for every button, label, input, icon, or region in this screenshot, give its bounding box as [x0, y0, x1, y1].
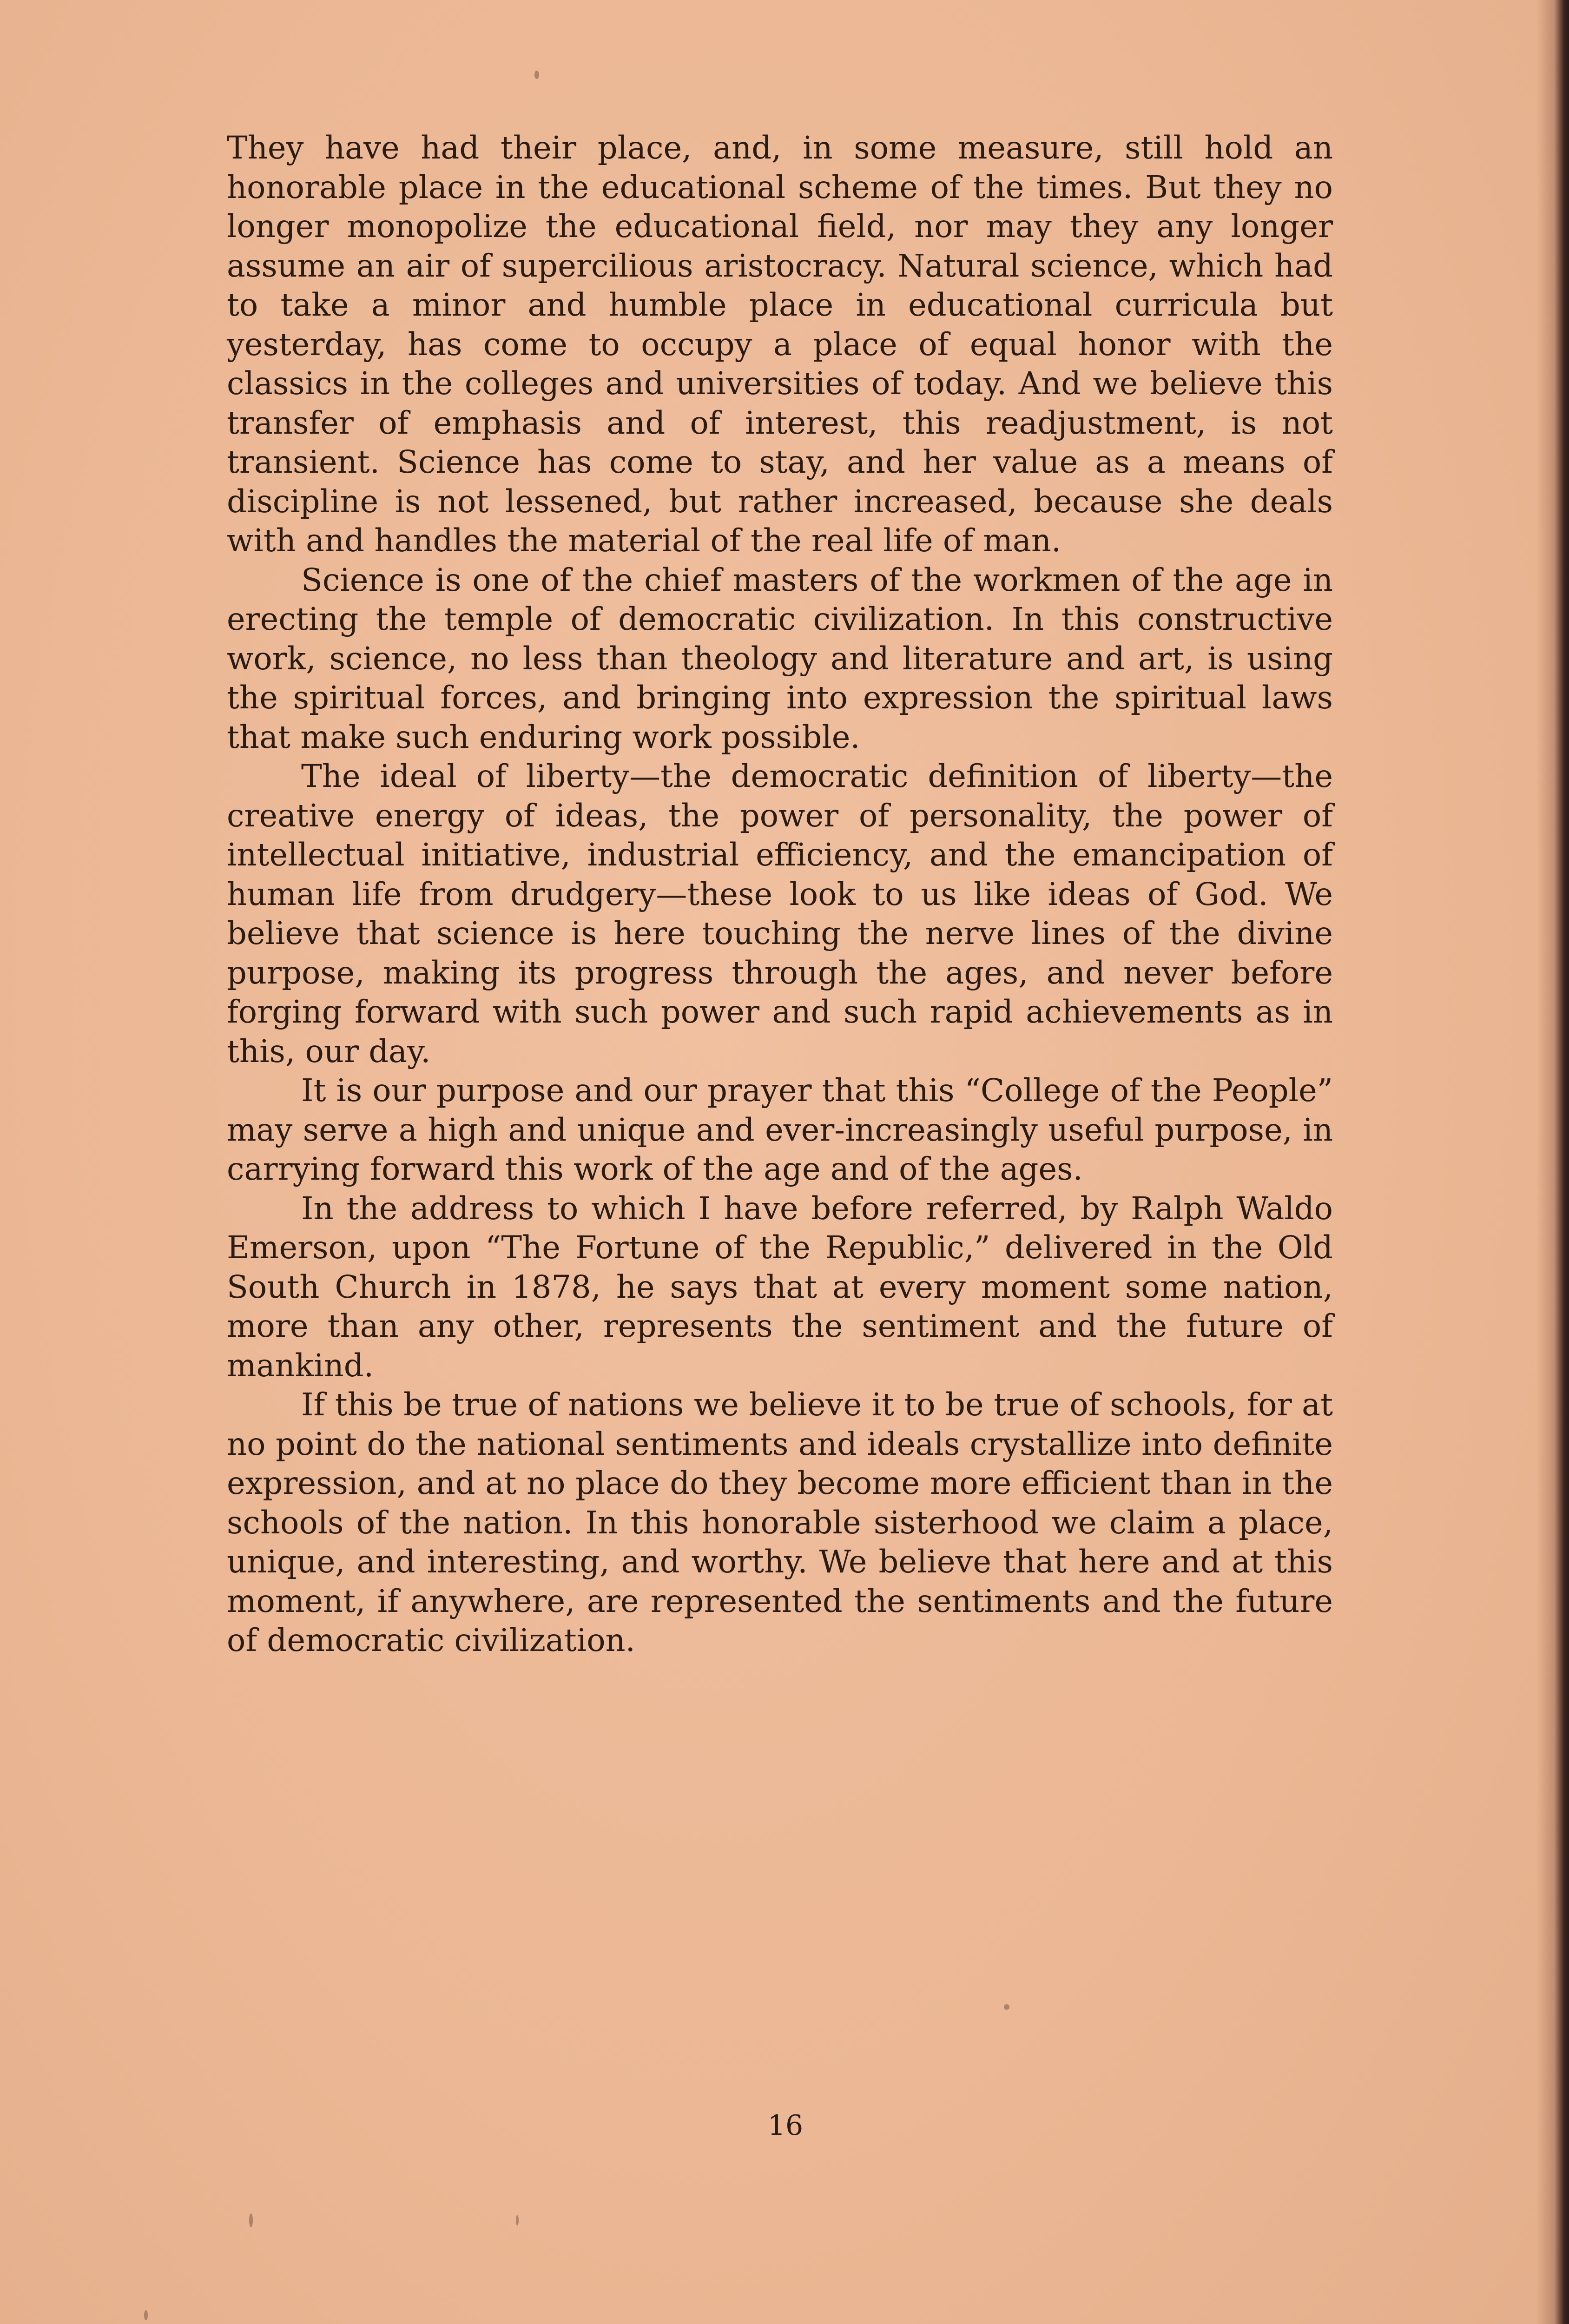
body-text: [227, 128, 1333, 1660]
paper-speck: [534, 71, 539, 79]
paragraph-6: If this be true of nations we believe it to be true of schools, for at no point do the national sentiments and ideals crystallize into definite expression, and at no place do they become more efficient than in the schools of the nation. In this honorable sisterhood we claim a place, unique, and interesting, and worthy. We believe that here and at this moment, if anywhere, are represented the sentiments and the future of democratic civilization.: [227, 1386, 1333, 1658]
page-edge-shadow: [1536, 0, 1569, 2324]
paragraph-1: They have had their place, and, in some measure, still hold an honorable place in the educational scheme of the times. But they no longer monopolize the educational field, nor may they any longer assume an air of supercilious aristocracy. Natural science, which had to take a minor and humble place in educational curricula but yesterday, has come to occupy a place of equal honor with the classics in the colleges and universities of today. And we believe this transfer of emphasis and of interest, this readjustment, is not transient. Science has come to stay, and her value as a means of discipline is not lessened, but rather increased, because she deals with and handles the material of the real life of man.: [227, 130, 1333, 559]
paragraph-2: Science is one of the chief masters of the workmen of the age in erecting the temple of democratic civilization. In this constructive work, science, no less than theology and literature and art, is using the spiritual forces, and bringing into expression the spiritual laws that make such enduring work possible.: [227, 561, 1333, 755]
paper-speck: [516, 2215, 519, 2225]
page-number: 16: [767, 2109, 804, 2142]
paper-speck: [249, 2213, 253, 2227]
paragraph-3: The ideal of liberty—the democratic definition of liberty—the creative energy of ideas, the power of personality, the power of intellectual initiative, industrial efficiency, and the emancipation of human life from drudgery—these look to us like ideas of God. We believe that science is here touching the nerve lines of the divine purpose, making its progress through the ages, and never before forging forward with such power and such rapid achievements as in this, our day.: [227, 758, 1333, 1070]
paragraph-5: In the address to which I have before referred, by Ralph Waldo Emerson, upon “The Fortune of the Republic,” delivered in the Old South Church in 1878, he says that at every moment some nation, more than any other, represents the sentiment and the future of mankind.: [227, 1190, 1333, 1384]
paper-speck: [1004, 2004, 1009, 2010]
paragraph-4: It is our purpose and our prayer that this “College of the People” may serve a high and unique and ever-increasingly useful purpose, in carrying forward this work of the age and of the ages.: [227, 1072, 1333, 1187]
paper-speck: [144, 2310, 148, 2320]
